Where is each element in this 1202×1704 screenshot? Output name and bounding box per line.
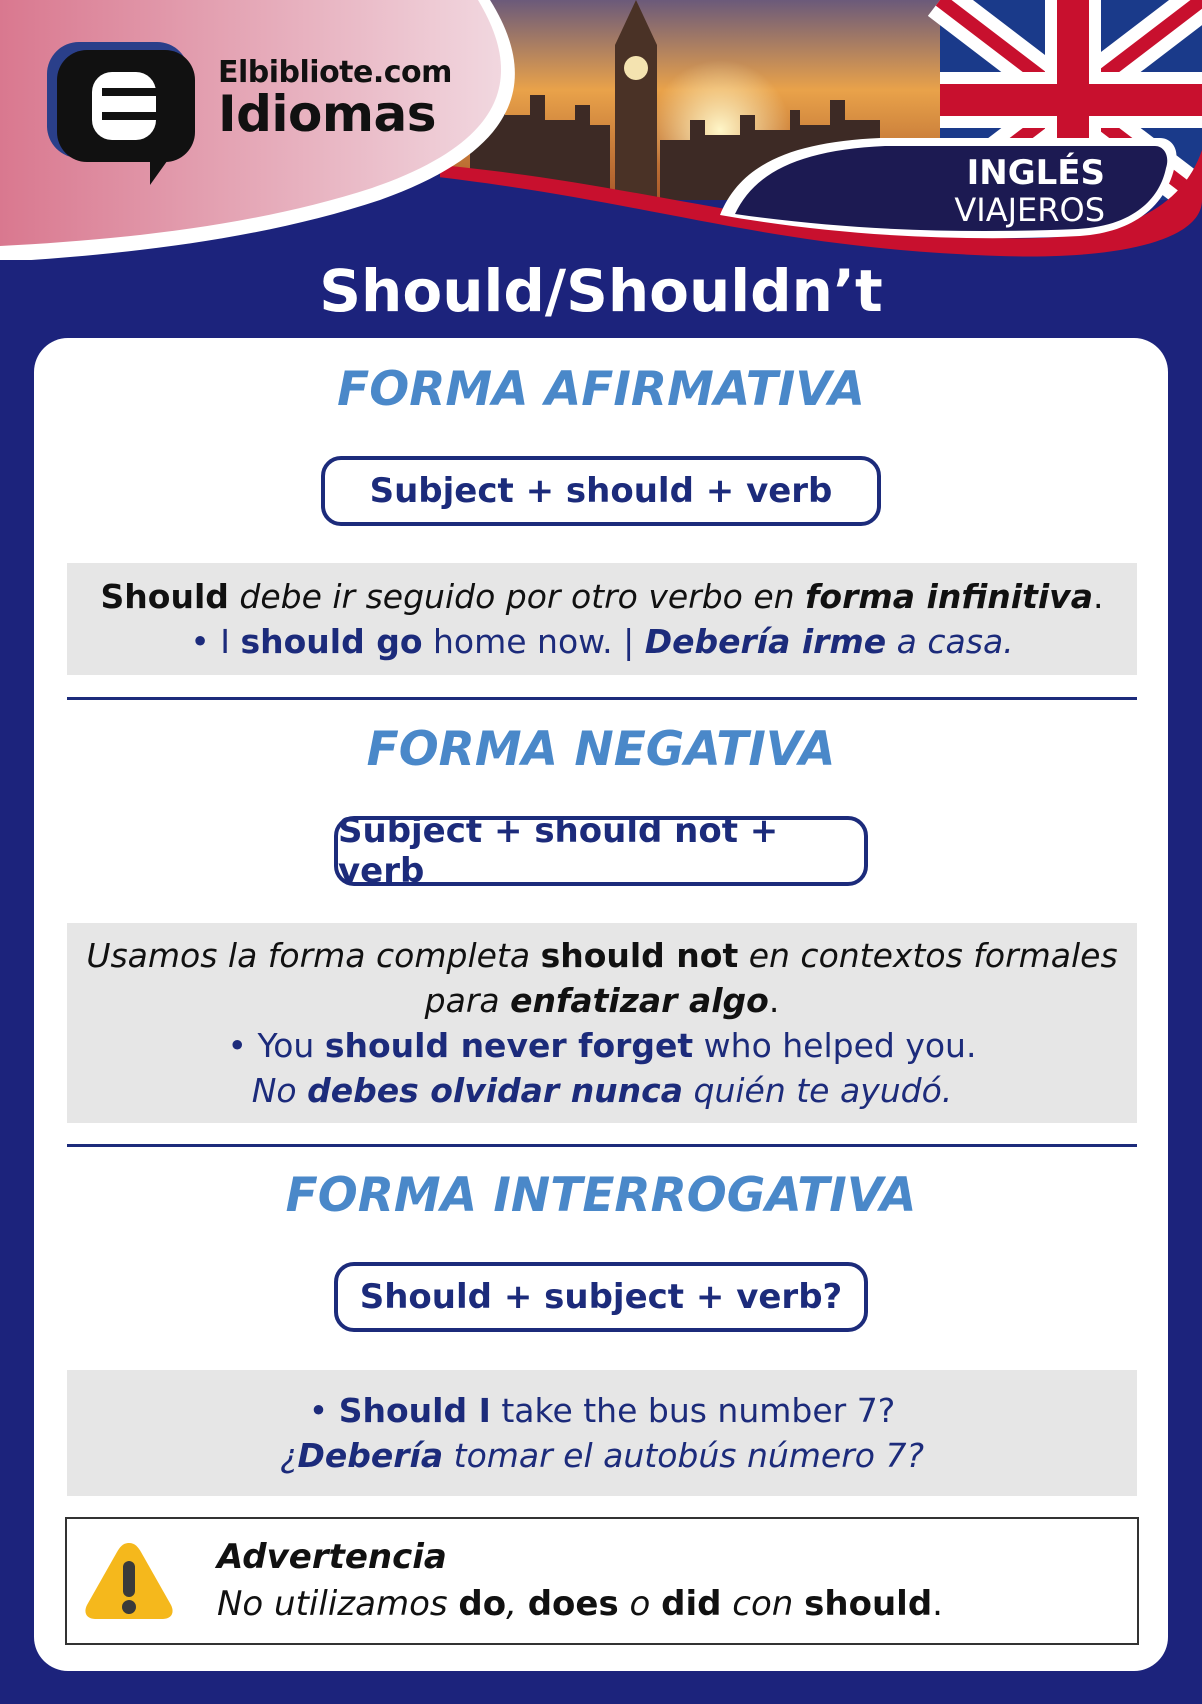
warning-icon [83, 1539, 175, 1623]
site-name: Elbibliote.com [218, 55, 452, 90]
interrogative-title: FORMA INTERROGATIVA [285, 1168, 917, 1223]
warning-title: Advertencia [217, 1537, 447, 1577]
negative-translation: No debes olvidar nunca quién te ayudó. [251, 1071, 953, 1110]
negative-formula: Subject + should not + verb [334, 816, 868, 886]
interrogative-example: • Should I take the bus number 7? [308, 1391, 896, 1430]
brand-name: Idiomas [218, 85, 436, 143]
logo-text [218, 55, 452, 143]
affirmative-explanation [67, 563, 1137, 675]
affirmative-rule: Should debe ir seguido por otro verbo en forma infinitiva. [100, 577, 1104, 616]
affirmative-title: FORMA AFIRMATIVA [337, 362, 865, 417]
warning-text: No utilizamos do, does o did con should. [217, 1584, 943, 1624]
content-card [34, 338, 1168, 1671]
header [0, 0, 1202, 260]
affirmative-example: • I should go home now. | Debería irme a casa. [190, 622, 1014, 661]
interrogative-formula: Should + subject + verb? [334, 1262, 868, 1332]
divider [67, 1144, 1137, 1147]
affirmative-formula: Subject + should + verb [321, 456, 881, 526]
interrogative-translation: ¿Debería tomar el autobús número 7? [279, 1436, 924, 1475]
negative-example: • You should never forget who helped you. [227, 1026, 977, 1065]
warning-box [65, 1517, 1139, 1645]
badge-language: INGLÉS [966, 153, 1105, 193]
divider [67, 697, 1137, 700]
negative-title: FORMA NEGATIVA [366, 722, 836, 777]
page-title: Should/Shouldn’t [319, 257, 883, 325]
level-badge [954, 154, 1105, 228]
negative-rule: Usamos la forma completa should not en contextos formales [86, 936, 1118, 975]
negative-explanation [67, 923, 1137, 1123]
negative-rule-cont: para enfatizar algo. [424, 981, 780, 1020]
badge-audience: VIAJEROS [954, 191, 1105, 230]
interrogative-explanation [67, 1370, 1137, 1496]
